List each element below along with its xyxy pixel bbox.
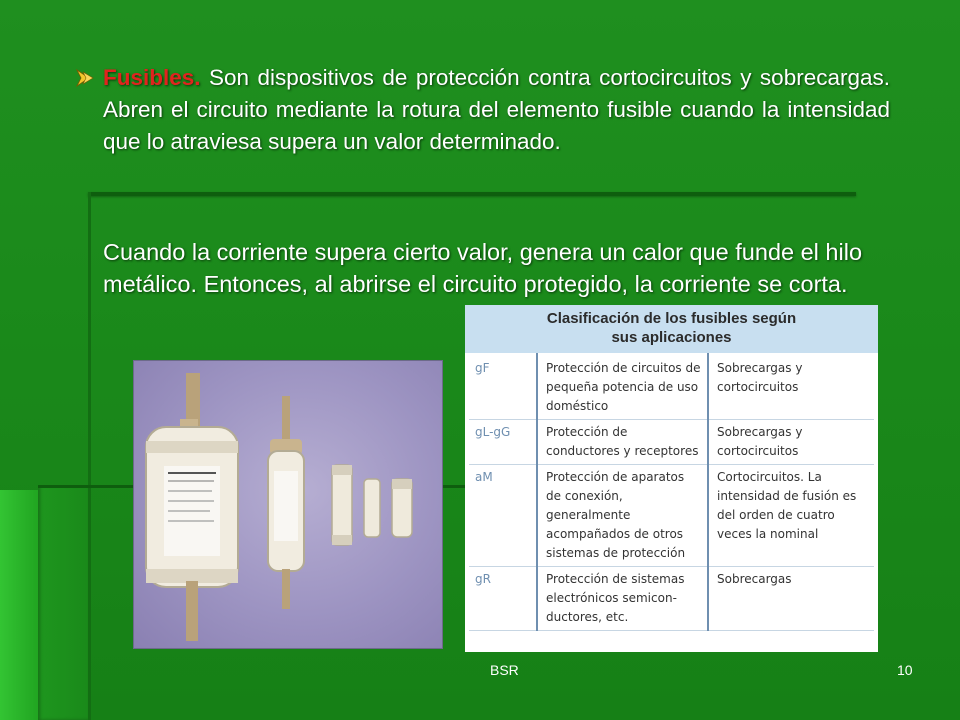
table-row xyxy=(469,567,874,631)
decorative-line-top xyxy=(88,192,856,196)
fuse-protection: Sobrecargas xyxy=(708,567,874,631)
fuse-application: Protección de circuitos de pequeña potencia de uso doméstico xyxy=(537,353,708,420)
bullet-definition: Son dispositivos de protección contra cortocircuitos y sobrecargas. Abren el circuito mediante la rotura del elemento fusible cuando la intensidad que lo atraviesa supera un valor determinado. xyxy=(103,65,890,154)
footer-author: BSR xyxy=(490,662,519,678)
fuse-protection: Sobrecargas y cortocircuitos xyxy=(708,353,874,420)
table-title xyxy=(465,305,878,353)
fuse-code: gR xyxy=(469,567,537,631)
fuse-code: gL-gG xyxy=(469,420,537,465)
decorative-band-inner xyxy=(38,485,88,720)
decorative-line-vertical xyxy=(88,192,91,720)
bullet-paragraph xyxy=(74,62,890,158)
table-title-line1: Clasificación de los fusibles según xyxy=(546,310,797,327)
fuse-code: gF xyxy=(469,353,537,420)
explanation-paragraph: Cuando la corriente supera cierto valor, genera un calor que funde el hilo metálico. Entonces, al abrirse el circuito protegido, la corriente se corta. xyxy=(103,239,863,297)
fuse-application: Protección de conductores y receptores xyxy=(537,420,708,465)
arrow-bullet-icon xyxy=(74,62,96,94)
table-row xyxy=(469,353,874,420)
decorative-band-left xyxy=(0,490,38,720)
table-row xyxy=(469,465,874,567)
fuse-application: Protección de aparatos de conexión, generalmente acompañados de otros sistemas de protección xyxy=(537,465,708,567)
fuse-protection: Cortocircuitos. La intensidad de fusión es del orden de cuatro veces la nominal xyxy=(708,465,874,567)
table-title-line2: sus aplicaciones xyxy=(611,329,732,346)
fuse-code: aM xyxy=(469,465,537,567)
fuse-classification-table xyxy=(465,305,878,652)
table-row xyxy=(469,420,874,465)
slide-number: 10 xyxy=(897,662,913,678)
fuse-application: Protección de sistemas electrónicos semicon-ductores, etc. xyxy=(537,567,708,631)
fuses-photo xyxy=(133,360,443,649)
fuse-protection: Sobrecargas y cortocircuitos xyxy=(708,420,874,465)
fuse-table-body xyxy=(469,353,874,631)
term-fusibles: Fusibles. xyxy=(103,65,201,90)
